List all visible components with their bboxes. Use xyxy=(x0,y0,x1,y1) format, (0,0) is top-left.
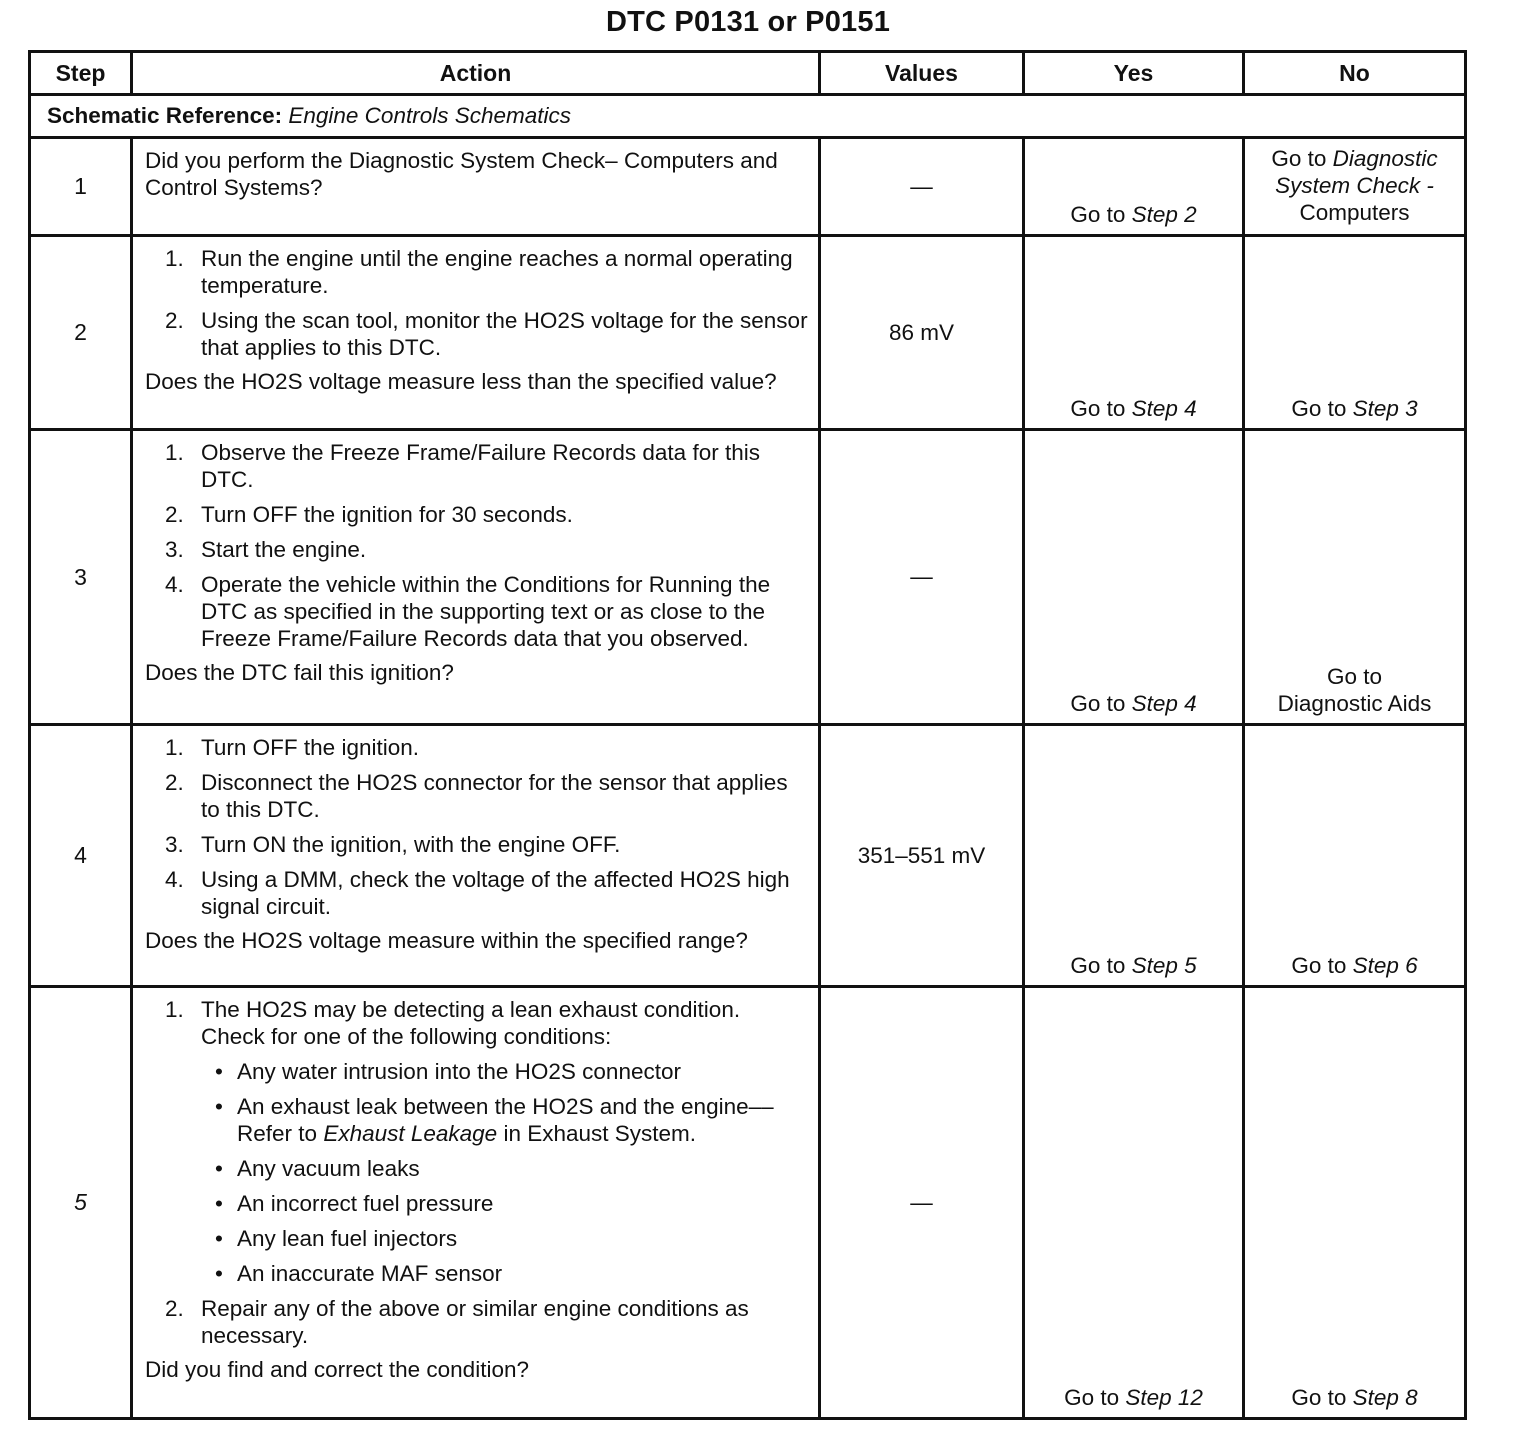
action-steps xyxy=(145,439,808,652)
no-prefix: Go to xyxy=(1291,953,1347,978)
no-prefix: Go to xyxy=(1291,396,1347,421)
action-item: 4. Using a DMM, check the voltage of the affected HO2S high signal circuit. xyxy=(165,867,790,919)
yes-cell xyxy=(1024,430,1244,725)
action-item: 1. Turn OFF the ignition. xyxy=(165,735,420,760)
action-item: 3. Start the engine. xyxy=(165,537,367,562)
value-cell: 351–551 mV xyxy=(820,725,1024,987)
schematic-reference xyxy=(30,95,1466,138)
no-cell xyxy=(1244,987,1466,1419)
action-item: 2. Repair any of the above or similar engine conditions as necessary. xyxy=(165,1296,749,1348)
action-cell xyxy=(132,236,820,430)
yes-cell xyxy=(1024,236,1244,430)
page-title: DTC P0131 or P0151 xyxy=(605,6,891,38)
yes-cell xyxy=(1024,725,1244,987)
schematic-reference-label: Schematic Reference: xyxy=(47,103,283,128)
yes-link[interactable]: Step 5 xyxy=(1131,953,1197,978)
condition-item: • Any vacuum leaks xyxy=(215,1156,420,1181)
header-action: Action xyxy=(132,52,820,95)
yes-prefix: Go to xyxy=(1064,1385,1120,1410)
no-cell xyxy=(1244,725,1466,987)
step-number: 5 xyxy=(30,987,132,1419)
action-question: Did you find and correct the condition? xyxy=(145,1357,529,1382)
action-steps xyxy=(145,734,808,920)
condition-item: • An exhaust leak between the HO2S and the engine––Refer to Exhaust Leakage in Exhaust System. xyxy=(215,1094,774,1146)
value-cell: — xyxy=(820,138,1024,236)
table-row xyxy=(30,725,1466,987)
condition-item: • An inaccurate MAF sensor xyxy=(215,1261,503,1286)
step-number: 1 xyxy=(30,138,132,236)
yes-link[interactable]: Step 4 xyxy=(1131,396,1197,421)
diagnostic-table xyxy=(28,50,1467,1420)
header-step: Step xyxy=(30,52,132,95)
table-row xyxy=(30,236,1466,430)
condition-item: • Any lean fuel injectors xyxy=(215,1226,458,1251)
no-link[interactable]: Step 3 xyxy=(1352,396,1418,421)
yes-prefix: Go to xyxy=(1070,691,1126,716)
exhaust-leakage-link[interactable]: Exhaust Leakage xyxy=(323,1121,498,1146)
yes-prefix: Go to xyxy=(1070,202,1126,227)
schematic-reference-link[interactable]: Engine Controls Schematics xyxy=(288,103,572,128)
yes-link[interactable]: Step 2 xyxy=(1131,202,1197,227)
no-cell xyxy=(1244,236,1466,430)
yes-link[interactable]: Step 4 xyxy=(1131,691,1197,716)
action-question: Does the HO2S voltage measure less than the specified value? xyxy=(145,369,777,394)
condition-item: • An incorrect fuel pressure xyxy=(215,1191,494,1216)
action-cell xyxy=(132,430,820,725)
action-item: 2. Turn OFF the ignition for 30 seconds. xyxy=(165,502,573,527)
action-cell xyxy=(132,138,820,236)
value-cell: 86 mV xyxy=(820,236,1024,430)
yes-cell xyxy=(1024,987,1244,1419)
action-question: Did you perform the Diagnostic System Check– Computers and Control Systems? xyxy=(145,148,778,200)
action-steps xyxy=(145,245,808,361)
action-item: 2. Using the scan tool, monitor the HO2S voltage for the sensor that applies to this DTC. xyxy=(165,308,808,360)
yes-prefix: Go to xyxy=(1070,396,1126,421)
step-number: 2 xyxy=(30,236,132,430)
header-yes: Yes xyxy=(1024,52,1244,95)
no-cell xyxy=(1244,138,1466,236)
no-link[interactable]: Diagnostic System Check - xyxy=(1275,146,1438,198)
action-item: 4. Operate the vehicle within the Conditions for Running the DTC as specified in the supporting text or as close to the Freeze Frame/Failure Records data that you observed. xyxy=(165,572,771,651)
action-item: 1. Run the engine until the engine reaches a normal operating temperature. xyxy=(165,246,793,298)
no-cell xyxy=(1244,430,1466,725)
action-cell xyxy=(132,987,820,1419)
yes-cell xyxy=(1024,138,1244,236)
yes-prefix: Go to xyxy=(1070,953,1126,978)
action-item: 2. Disconnect the HO2S connector for the sensor that applies to this DTC. xyxy=(165,770,788,822)
action-question: Does the HO2S voltage measure within the specified range? xyxy=(145,928,748,953)
action-item: 3. Turn ON the ignition, with the engine OFF. xyxy=(165,832,621,857)
condition-list xyxy=(201,1058,808,1287)
no-prefix: Go to xyxy=(1271,146,1327,171)
table-row xyxy=(30,138,1466,236)
no-link[interactable]: Step 6 xyxy=(1352,953,1418,978)
action-item: 1. Observe the Freeze Frame/Failure Records data for this DTC. xyxy=(165,440,760,492)
table-row xyxy=(30,430,1466,725)
no-link[interactable]: Step 8 xyxy=(1352,1385,1418,1410)
action-question: Does the DTC fail this ignition? xyxy=(145,660,454,685)
yes-link[interactable]: Step 12 xyxy=(1125,1385,1203,1410)
step-number: 4 xyxy=(30,725,132,987)
table-row xyxy=(30,987,1466,1419)
value-cell: — xyxy=(820,430,1024,725)
no-prefix: Go to xyxy=(1326,664,1383,689)
no-prefix: Go to xyxy=(1291,1385,1347,1410)
value-cell: — xyxy=(820,987,1024,1419)
header-row xyxy=(30,52,1466,95)
header-no: No xyxy=(1244,52,1466,95)
condition-item: • Any water intrusion into the HO2S connector xyxy=(215,1059,681,1084)
no-link[interactable]: Diagnostic Aids xyxy=(1277,691,1432,716)
schematic-reference-row xyxy=(30,95,1466,138)
action-steps xyxy=(145,996,808,1349)
header-values: Values xyxy=(820,52,1024,95)
action-item: 1. The HO2S may be detecting a lean exhaust condition. Check for one of the following conditions: • Any water intrusion into the HO2S connector • An exhaust leak between the HO2S and the engine––Refer to Exhaust Leakage in Exhaust System. • Any vacuum leaks • An incorrect fuel pressure • Any lean fuel injectors • An inaccurate MAF sensor xyxy=(145,996,808,1287)
step-number: 3 xyxy=(30,430,132,725)
no-suffix: Computers xyxy=(1299,200,1410,225)
action-cell xyxy=(132,725,820,987)
